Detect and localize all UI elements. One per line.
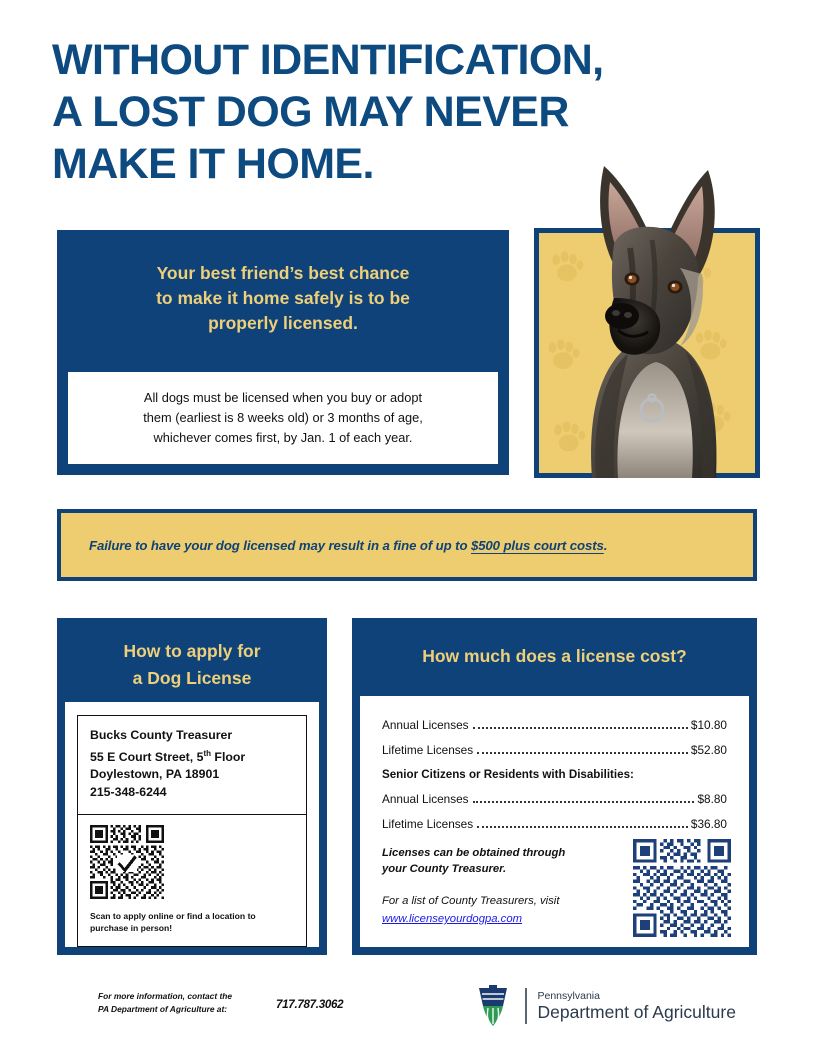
apply-heading-line-1: How to apply for	[123, 641, 261, 661]
fee-dot-leader	[477, 752, 688, 754]
footer-contact-line-1: For more information, contact the	[98, 991, 233, 1001]
fee-label: Annual Licenses	[382, 792, 469, 806]
treasurer-street-text: 55 E Court Street, 5	[90, 749, 204, 764]
treasurer-phone: 215-348-6244	[90, 784, 167, 799]
cost-panel-body	[360, 696, 749, 947]
footer-phone-number: 717.787.3062	[276, 998, 344, 1011]
treasurer-note-line-2: your County Treasurer.	[382, 863, 507, 875]
apply-panel	[57, 618, 327, 955]
logo-divider	[525, 988, 527, 1024]
fine-warning-text	[61, 538, 607, 553]
licensing-heading	[60, 233, 506, 336]
cost-panel-heading: How much does a license cost?	[422, 646, 687, 666]
logo-wordmark	[538, 990, 736, 1022]
treasurer-city-state-zip: Doylestown, PA 18901	[90, 767, 220, 782]
fee-amount: $8.80	[697, 792, 727, 806]
licensing-rules-card	[68, 372, 498, 464]
fine-amount-underlined: $500 plus court costs	[470, 537, 604, 553]
apply-qr-section	[78, 814, 306, 946]
licensing-info-box	[57, 230, 509, 475]
pa-dept-agriculture-logo	[470, 985, 736, 1027]
apply-panel-heading	[57, 618, 327, 692]
apply-panel-body	[65, 702, 319, 947]
fee-row	[382, 743, 727, 757]
street-ordinal-suffix: th	[203, 748, 212, 758]
footer-contact-note	[98, 990, 268, 1015]
fee-amount: $10.80	[690, 718, 727, 732]
fee-dot-leader	[477, 826, 688, 828]
fee-amount: $52.80	[690, 743, 727, 757]
licensing-heading-line-3: properly licensed.	[208, 313, 358, 333]
treasurer-note-wrap	[382, 845, 727, 927]
treasurer-address	[78, 716, 306, 814]
apply-qr-code[interactable]	[90, 825, 164, 899]
footer-contact-line-2: PA Department of Agriculture at:	[98, 1003, 228, 1014]
licenseyourdogpa-link[interactable]: www.licenseyourdogpa.com	[382, 913, 523, 925]
headline-line-2: A LOST DOG MAY NEVER	[52, 88, 569, 136]
treasurer-note-bold	[382, 845, 617, 877]
apply-heading-line-2: a Dog License	[132, 668, 252, 688]
apply-qr-caption	[90, 910, 294, 934]
fee-row	[382, 718, 727, 732]
treasurer-street-floor: Floor	[211, 749, 246, 764]
treasurer-list-line: For a list of County Treasurers, visit	[382, 895, 560, 907]
apply-qr-caption-line-1: Scan to apply online or find a location to	[90, 911, 256, 922]
licensing-heading-line-2: to make it home safely is to be	[156, 288, 410, 308]
dog-photo-block	[528, 148, 766, 478]
treasurer-street	[90, 745, 294, 767]
licensing-rules-line-2: them (earliest is 8 weeks old) or 3 months of age,	[143, 410, 423, 425]
cost-panel	[352, 618, 757, 955]
licensing-rules-line-1: All dogs must be licensed when you buy or adopt	[143, 390, 423, 405]
fee-row	[382, 817, 727, 831]
county-treasurer-qr-code[interactable]	[633, 839, 731, 937]
logo-line-2: Department of Agriculture	[537, 1002, 736, 1022]
fee-row	[382, 792, 727, 806]
licensing-heading-line-1: Your best friend’s best chance	[156, 263, 410, 283]
fee-amount: $36.80	[690, 817, 727, 831]
fee-label: Annual Licenses	[382, 718, 469, 732]
fee-label: Lifetime Licenses	[382, 743, 474, 757]
fine-warning-prefix: Failure to have your dog licensed may result in a fine of up to	[89, 537, 471, 553]
treasurer-note-line-1: Licenses can be obtained through	[382, 847, 566, 859]
treasurer-contact-box	[77, 715, 307, 947]
fee-dot-leader	[473, 727, 688, 729]
apply-qr-caption-line-2: purchase in person!	[90, 923, 173, 934]
pa-keystone-icon	[470, 985, 516, 1027]
licensing-rules-line-3: whichever comes first, by Jan. 1 of each year.	[153, 430, 413, 445]
senior-fees-subheading: Senior Citizens or Residents with Disabilities:	[382, 768, 634, 781]
headline-line-1: WITHOUT IDENTIFICATION,	[52, 36, 604, 84]
fee-label: Lifetime Licenses	[382, 817, 474, 831]
treasurer-note	[382, 845, 617, 927]
headline-line-3: MAKE IT HOME.	[52, 140, 374, 188]
fine-warning-banner	[57, 509, 757, 581]
logo-line-1: Pennsylvania	[537, 990, 600, 1002]
treasurer-name: Bucks County Treasurer	[90, 728, 233, 742]
qr-check-overlay	[117, 854, 137, 872]
dog-image	[556, 148, 742, 478]
fee-dot-leader	[473, 801, 695, 803]
fine-warning-suffix: .	[603, 537, 608, 553]
licensing-rules-text	[143, 388, 423, 448]
